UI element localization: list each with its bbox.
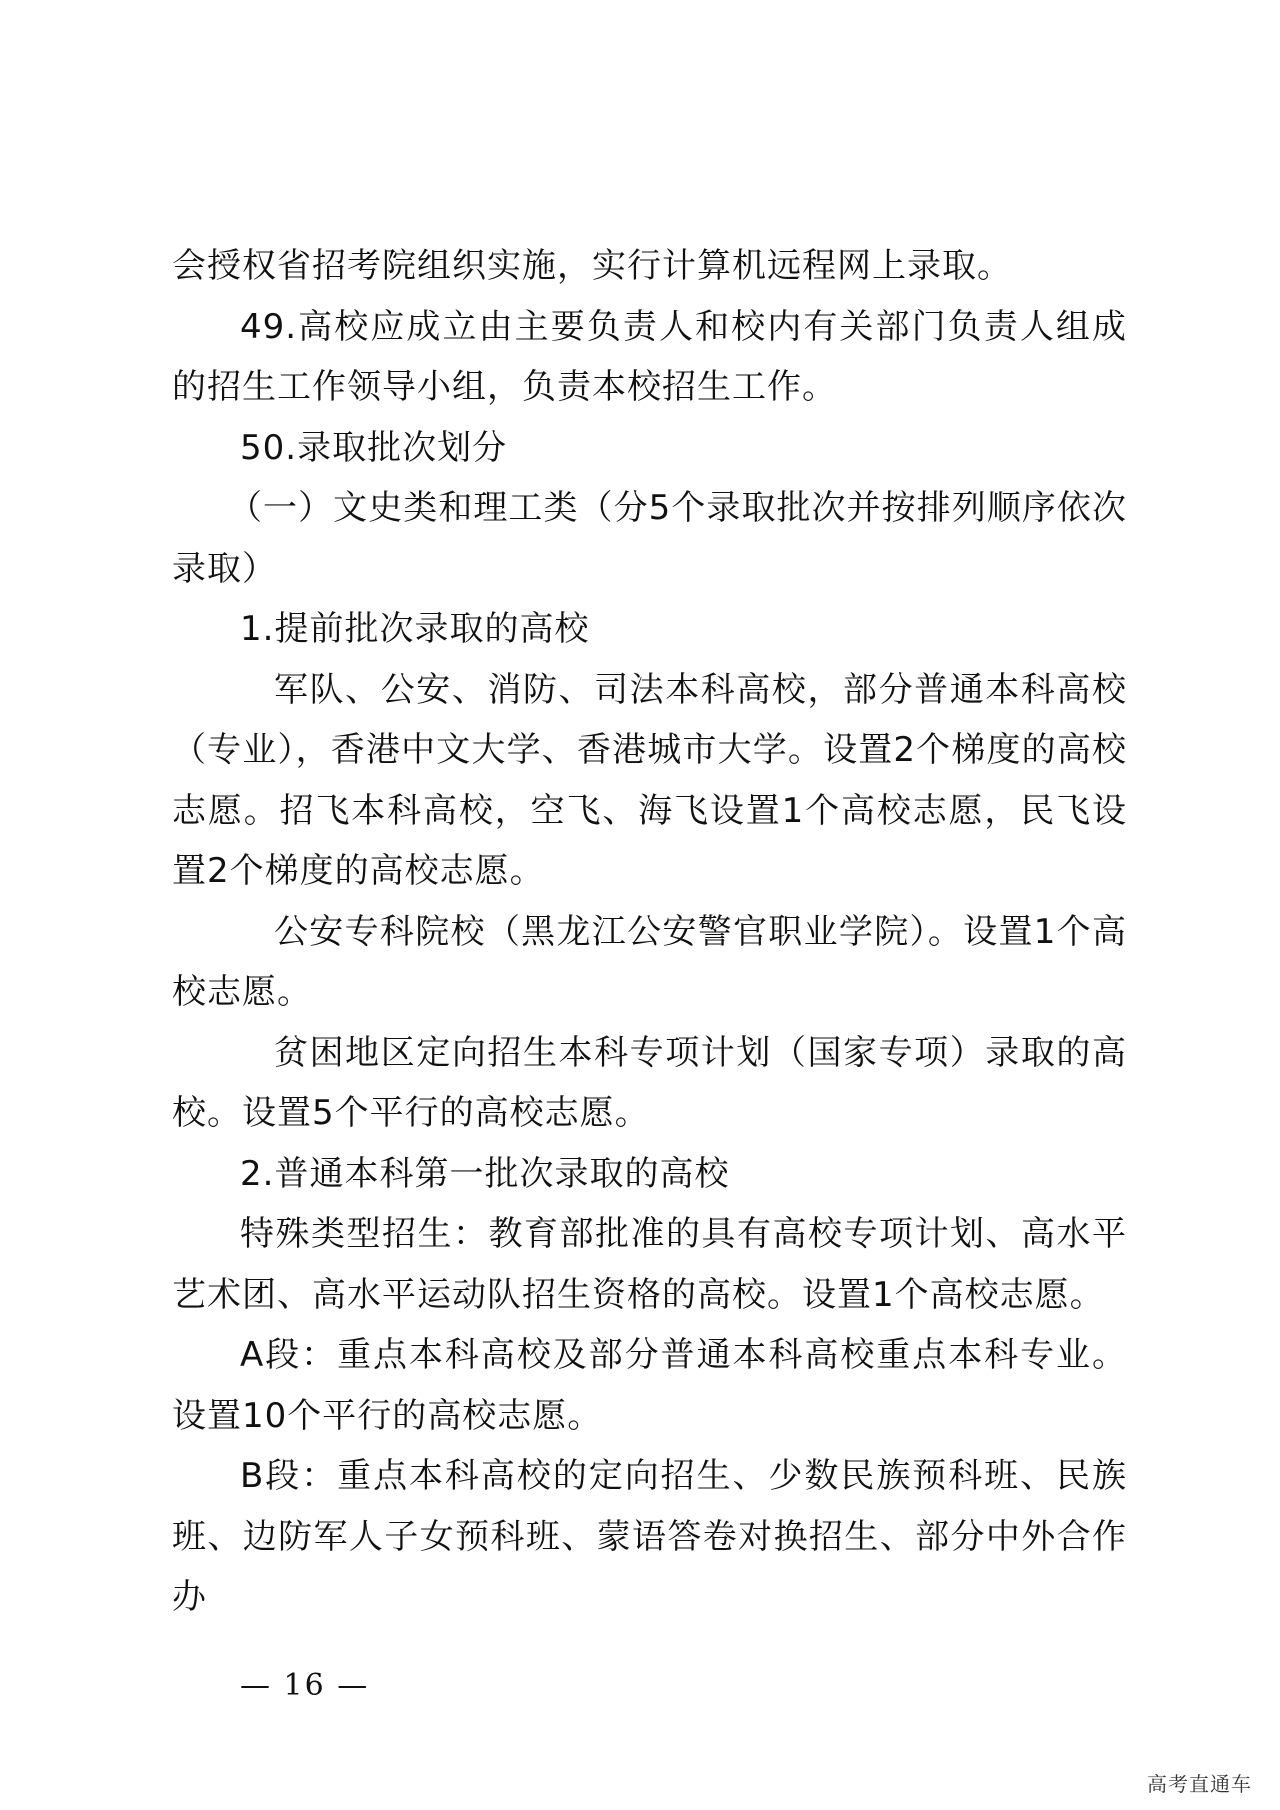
paragraph-section-a: A段：重点本科高校及部分普通本科高校重点本科专业。设置10个平行的高校志愿。 [172,1335,1127,1436]
section-heading-1: （一）文史类和理工类（分5个录取批次并按排列顺序依次录取） [172,488,1127,589]
paragraph-police-college: 公安专科院校（黑龙江公安警官职业学院）。设置1个高校志愿。 [172,911,1127,1012]
paragraph-special-type: 特殊类型招生：教育部批准的具有高校专项计划、高水平艺术团、高水平运动队招生资格的高校。设置1个高校志愿。 [172,1214,1127,1315]
paragraph-section-b: B段：重点本科高校的定向招生、少数民族预科班、民族班、边防军人子女预科班、蒙语答卷对换招生、部分中外合作办 [172,1456,1127,1617]
paragraph-military-police: 军队、公安、消防、司法本科高校，部分普通本科高校（专业），香港中文大学、香港城市大学。设置2个梯度的高校志愿。招飞本科高校，空飞、海飞设置1个高校志愿，民飞设置2个梯度的高校志愿。 [172,669,1127,891]
paragraph-continuation: 会授权省招考院组织实施，实行计算机远程网上录取。 [172,246,1012,286]
page-number: — 16 — [240,1668,370,1703]
paragraph-50-heading: 50.录取批次划分 [240,427,508,468]
watermark: 高考直通车 [1147,1772,1252,1796]
paragraph-49: 49.高校应成立由主要负责人和校内有关部门负责人组成的招生工作领导小组，负责本校招生工作。 [172,306,1127,407]
subheading-first-batch: 2.普通本科第一批次录取的高校 [240,1153,730,1194]
subheading-early-batch: 1.提前批次录取的高校 [240,609,590,649]
body-text [172,236,1127,1628]
paragraph-poverty-plan: 贫困地区定向招生本科专项计划（国家专项）录取的高校。设置5个平行的高校志愿。 [172,1032,1127,1133]
